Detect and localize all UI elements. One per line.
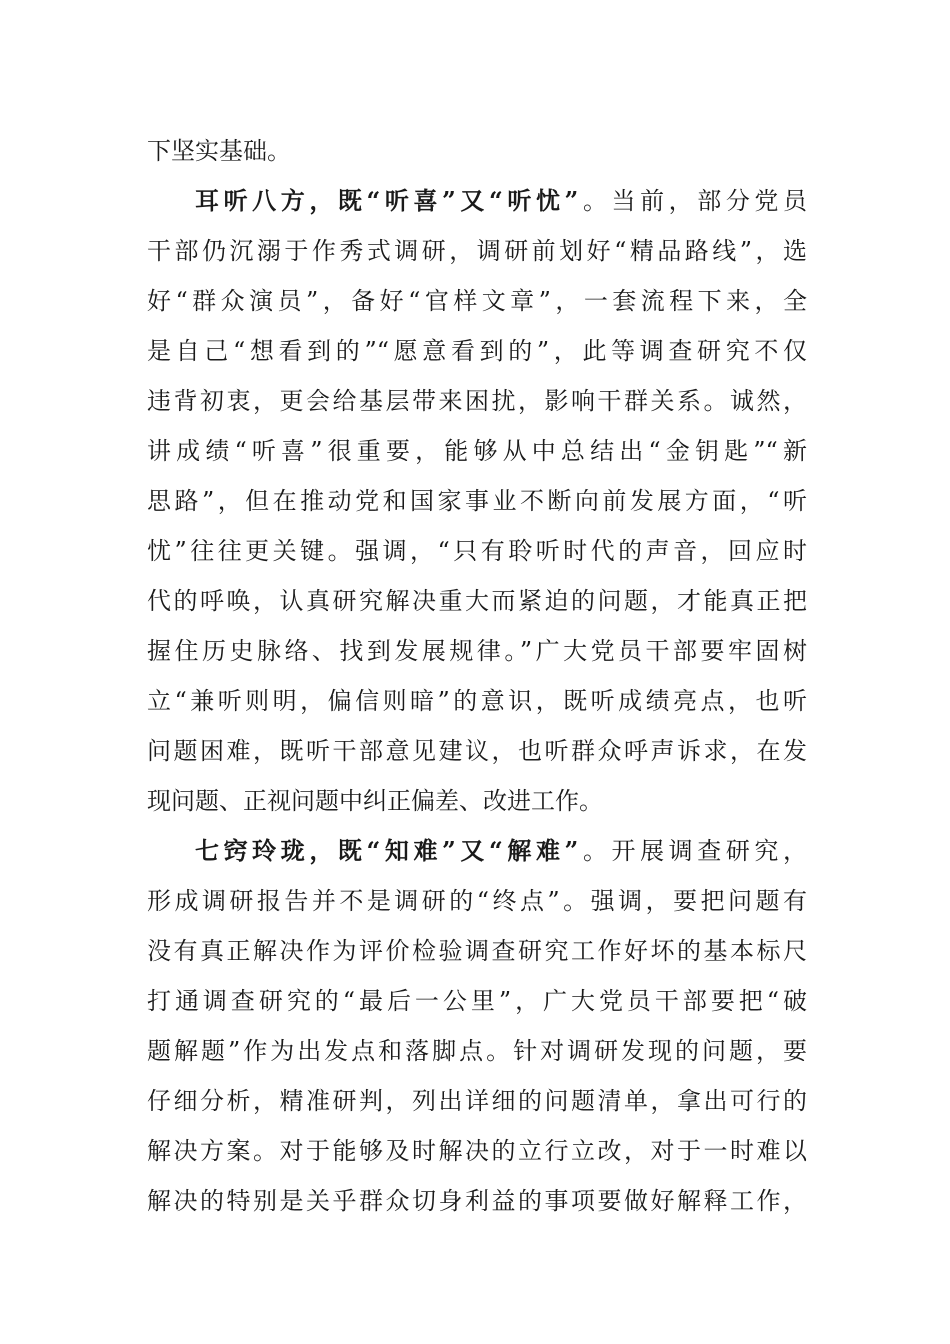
line-text: 立“兼听则明，偏信则暗”的意识，既听成绩亮点，也听: [147, 687, 807, 715]
text-line: [147, 336, 807, 366]
line-text: 是自己“想看到的”“愿意看到的”，此等调查研究不仅: [147, 337, 807, 365]
text-line: [147, 236, 807, 266]
text-line: [147, 686, 807, 716]
text-line: [147, 1036, 807, 1066]
text-line: [147, 786, 807, 816]
text-line: [147, 1186, 807, 1216]
text-line: [147, 986, 807, 1016]
text-line: [147, 436, 807, 466]
line-text: 问题困难，既听干部意见建议，也听群众呼声诉求，在发: [147, 737, 807, 765]
line-text: 没有真正解决作为评价检验调查研究工作好坏的基本标尺: [147, 937, 807, 965]
text-line: [147, 1136, 807, 1166]
line-text: 下坚实基础。: [147, 137, 291, 165]
line-text: 。开展调查研究，: [578, 837, 808, 865]
line-text: 解决方案。对于能够及时解决的立行立改，对于一时难以: [147, 1137, 807, 1165]
line-text: 干部仍沉溺于作秀式调研，调研前划好“精品路线”，选: [147, 237, 807, 265]
line-text: 违背初衷，更会给基层带来困扰，影响干群关系。诚然，: [147, 387, 807, 415]
text-line: [147, 486, 807, 516]
paragraph-lead-line: [195, 186, 807, 216]
text-line: [147, 886, 807, 916]
text-line: [147, 536, 807, 566]
paragraph-heading: 七窍玲珑，既“知难”又“解难”: [195, 836, 579, 865]
text-line: [147, 386, 807, 416]
text-line: [147, 936, 807, 966]
text-line: [147, 736, 807, 766]
line-text: 好“群众演员”，备好“官样文章”，一套流程下来，全: [147, 287, 807, 315]
line-text: 形成调研报告并不是调研的“终点”。强调，要把问题有: [147, 887, 807, 915]
line-text: 。当前，部分党员: [578, 187, 808, 215]
line-text: 讲成绩“听喜”很重要，能够从中总结出“金钥匙”“新: [147, 437, 807, 465]
line-text: 题解题”作为出发点和落脚点。针对调研发现的问题，要: [147, 1037, 807, 1065]
text-line: [147, 136, 807, 166]
line-text: 代的呼唤，认真研究解决重大而紧迫的问题，才能真正把: [147, 587, 807, 615]
line-text: 仔细分析，精准研判，列出详细的问题清单，拿出可行的: [147, 1087, 807, 1115]
line-text: 忧”往往更关键。强调，“只有聆听时代的声音，回应时: [147, 537, 807, 565]
line-text: 握住历史脉络、找到发展规律。”广大党员干部要牢固树: [147, 637, 807, 665]
text-line: [147, 1086, 807, 1116]
text-line: [147, 636, 807, 666]
paragraph-lead-line: [195, 836, 807, 866]
line-text: 解决的特别是关乎群众切身利益的事项要做好解释工作，: [147, 1187, 807, 1215]
text-line: [147, 286, 807, 316]
text-line: [147, 586, 807, 616]
line-text: 思路”，但在推动党和国家事业不断向前发展方面，“听: [147, 487, 807, 515]
line-text: 打通调查研究的“最后一公里”，广大党员干部要把“破: [147, 987, 807, 1015]
line-text: 现问题、正视问题中纠正偏差、改进工作。: [147, 787, 603, 815]
paragraph-heading: 耳听八方，既“听喜”又“听忧”: [195, 186, 579, 215]
